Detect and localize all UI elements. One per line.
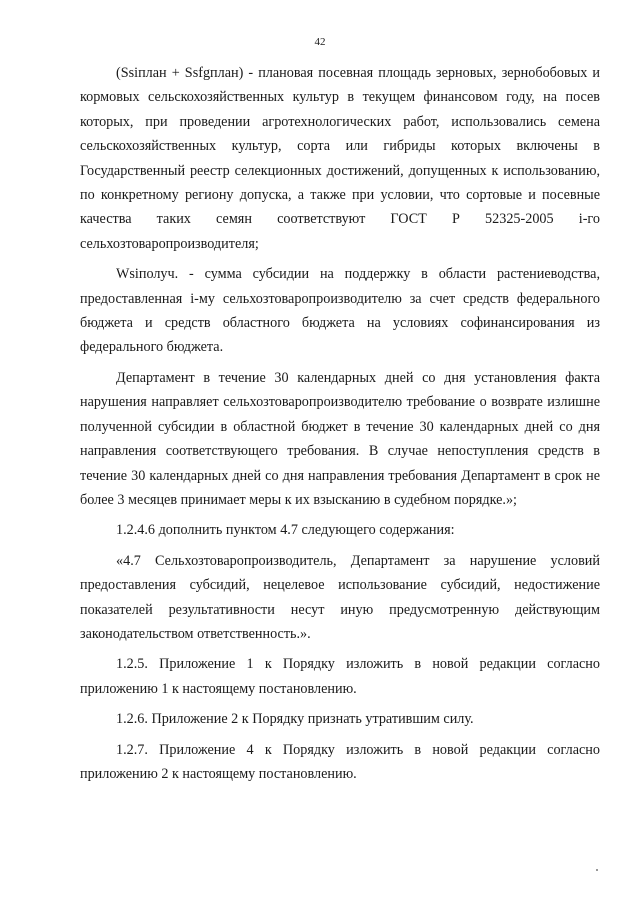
scan-speck (596, 869, 598, 871)
paragraph-item-1-2-4-6: 1.2.4.6 дополнить пунктом 4.7 следующего содержания: (116, 522, 455, 539)
paragraph-item-1-2-7: 1.2.7. Приложение 4 к Порядку изложить в новой редакции согласно приложению 2 к настоящему постановлению. (80, 741, 600, 782)
page-number: 42 (314, 36, 326, 48)
paragraph-item-1-2-6: 1.2.6. Приложение 2 к Порядку признать утратившим силу. (116, 711, 474, 728)
document-body (80, 61, 600, 786)
paragraph-item-1-2-5: 1.2.5. Приложение 1 к Порядку изложить в новой редакции согласно приложению 1 к настоящему постановлению. (80, 656, 600, 697)
paragraph-formula-subsidy: Wsiполуч. - сумма субсидии на поддержку в области растениеводства, предоставленная i-му сельхозтоваропроизводителю за счет средств федерального бюджета и средств областного бюджета на условиях софинансирования из федерального бюджета. (80, 266, 600, 356)
paragraph-formula-area: (Ssiплан + Ssfgплан) - плановая посевная площадь зерновых, зернобобовых и кормовых сельскохозяйственных культур в текущем финансовом году, на посев которых, при проведении агротехнологических работ, использовались семена сельскохозяйственных культур, сорта или гибриды которых включены в Государственный реестр селекционных достижений, допущенных к использованию, по конкретному региону допуска, а также при условии, что сортовые и посевные качества таких семян соответствуют ГОСТ Р 52325-2005 i-го сельхозтоваропроизводителя; (80, 65, 600, 252)
paragraph-item-4-7: «4.7 Сельхозтоваропроизводитель, Департамент за нарушение условий предоставления субсидий, нецелевое использование субсидий, недостижение показателей результативности несут иную предусмотренную действующим законодательством ответственность.». (80, 552, 600, 642)
paragraph-department-refund: Департамент в течение 30 календарных дней со дня установления факта нарушения направляет сельхозтоваропроизводителю требование о возврате излишне полученной субсидии в областной бюджет в течение 30 календарных дней со дня направления соответствующего требования. В случае непоступления средств в течение 30 календарных дней со дня направления требования Департамент в срок не более 3 месяцев принимает меры к их взысканию в судебном порядке.»; (80, 369, 600, 508)
